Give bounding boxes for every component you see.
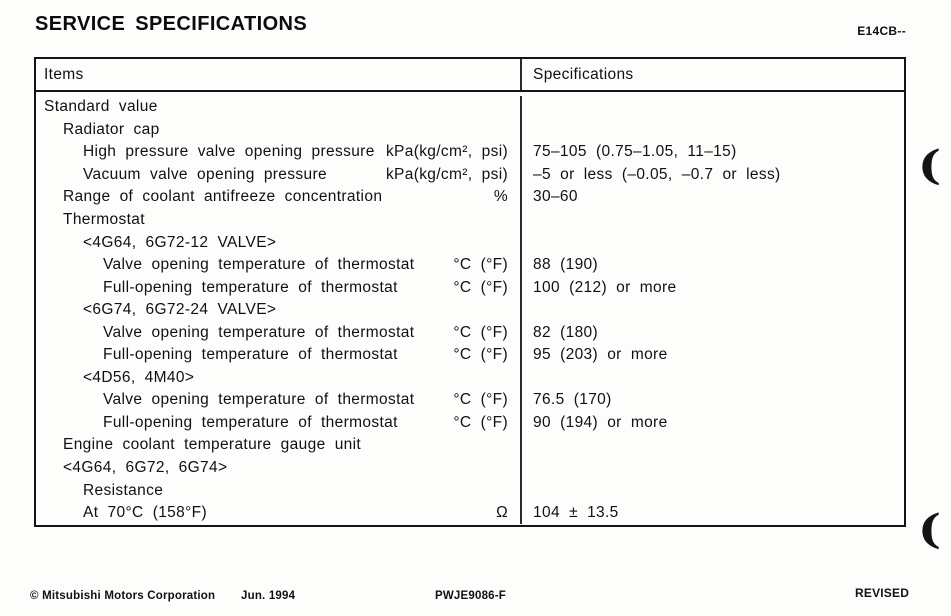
- item-cell: [36, 186, 522, 209]
- binding-mark-icon: (: [917, 506, 942, 553]
- binding-mark-icon: (: [917, 142, 942, 189]
- table-row: [36, 119, 904, 142]
- item-unit: °C (°F): [453, 413, 508, 431]
- item-label: Radiator cap: [63, 120, 160, 138]
- table-row: [36, 457, 904, 480]
- page-title: SERVICE SPECIFICATIONS: [35, 13, 308, 35]
- table-row: [36, 344, 904, 367]
- table-row: [36, 186, 904, 209]
- item-cell: [36, 231, 522, 254]
- item-cell: [36, 119, 522, 142]
- item-cell: [36, 254, 522, 277]
- table-row: [36, 321, 904, 344]
- item-cell: [36, 141, 522, 164]
- copyright-text: © Mitsubishi Motors Corporation: [30, 590, 216, 602]
- table-row: [36, 299, 904, 322]
- item-cell: [36, 299, 522, 322]
- table-header-row: [36, 59, 904, 92]
- item-label: Thermostat: [63, 211, 145, 228]
- table-row: [36, 96, 904, 119]
- spec-value: 104 ± 13.5: [533, 504, 619, 522]
- item-label: Valve opening temperature of thermostat: [103, 256, 415, 274]
- table-row: [36, 231, 904, 254]
- item-unit: kPa(kg/cm², psi): [385, 165, 508, 183]
- items-column-header: Items: [36, 59, 522, 90]
- item-label: Standard value: [44, 98, 158, 116]
- specifications-column-header: Specifications: [533, 66, 634, 83]
- item-unit: kPa(kg/cm², psi): [385, 143, 508, 161]
- item-label: High pressure valve opening pressure: [83, 143, 375, 161]
- item-label: Range of coolant antifreeze concentration: [63, 188, 383, 206]
- item-label: Full-opening temperature of thermostat: [103, 413, 398, 431]
- item-cell: [36, 164, 522, 187]
- spec-value: 95 (203) or more: [533, 346, 668, 364]
- table-row: [36, 412, 904, 435]
- spec-value: 88 (190): [533, 256, 599, 274]
- item-cell: [36, 321, 522, 344]
- item-label: <6G74, 6G72-24 VALVE>: [83, 301, 277, 319]
- item-unit: °C (°F): [453, 278, 508, 296]
- table-row: [36, 502, 904, 525]
- item-cell: [36, 276, 522, 299]
- item-label: <4D56, 4M40>: [83, 368, 195, 386]
- spec-value: 90 (194) or more: [533, 413, 668, 431]
- item-unit: %: [493, 188, 508, 206]
- page-footer: [0, 588, 951, 608]
- item-label: Valve opening temperature of thermostat: [103, 391, 415, 409]
- publication-date: Jun. 1994: [241, 590, 296, 602]
- item-cell: [36, 479, 522, 502]
- item-label: Full-opening temperature of thermostat: [103, 278, 398, 296]
- spec-value: 30–60: [533, 188, 578, 206]
- item-unit: °C (°F): [453, 346, 508, 364]
- spec-value: 75–105 (0.75–1.05, 11–15): [533, 143, 737, 161]
- item-unit: Ω: [496, 504, 508, 522]
- item-cell: [36, 344, 522, 367]
- spec-value: 76.5 (170): [533, 391, 612, 409]
- table-row: [36, 434, 904, 457]
- table-row: [36, 254, 904, 277]
- item-label: Valve opening temperature of thermostat: [103, 323, 415, 341]
- item-cell: [36, 434, 522, 457]
- item-label: Resistance: [83, 481, 164, 499]
- item-cell: [36, 367, 522, 390]
- item-cell: [36, 502, 522, 525]
- item-label: Full-opening temperature of thermostat: [103, 346, 398, 364]
- document-number: PWJE9086-F: [435, 590, 507, 602]
- item-label: <4G64, 6G72-12 VALVE>: [83, 233, 277, 251]
- spec-table-body: [36, 92, 904, 524]
- item-cell: [36, 389, 522, 412]
- table-row: [36, 479, 904, 502]
- table-row: [36, 141, 904, 164]
- table-row: [36, 209, 904, 232]
- item-unit: °C (°F): [453, 323, 508, 341]
- item-cell: [36, 209, 522, 232]
- table-row: [36, 367, 904, 390]
- item-label: Vacuum valve opening pressure: [83, 165, 327, 183]
- item-cell: [36, 457, 522, 480]
- table-row: [36, 389, 904, 412]
- revised-stamp: REVISED: [855, 586, 910, 600]
- spec-value: 100 (212) or more: [533, 278, 677, 296]
- item-label: Engine coolant temperature gauge unit: [63, 436, 362, 454]
- item-cell: [36, 412, 522, 435]
- item-label: <4G64, 6G72, 6G74>: [63, 459, 228, 477]
- specifications-table: [34, 57, 906, 527]
- section-code: E14CB--: [857, 24, 906, 38]
- table-row: [36, 276, 904, 299]
- item-unit: °C (°F): [453, 256, 508, 274]
- item-cell: [36, 96, 522, 119]
- item-unit: °C (°F): [453, 391, 508, 409]
- spec-value: –5 or less (–0.05, –0.7 or less): [533, 165, 781, 183]
- spec-value: 82 (180): [533, 323, 599, 341]
- table-row: [36, 164, 904, 187]
- item-label: At 70°C (158°F): [83, 504, 207, 522]
